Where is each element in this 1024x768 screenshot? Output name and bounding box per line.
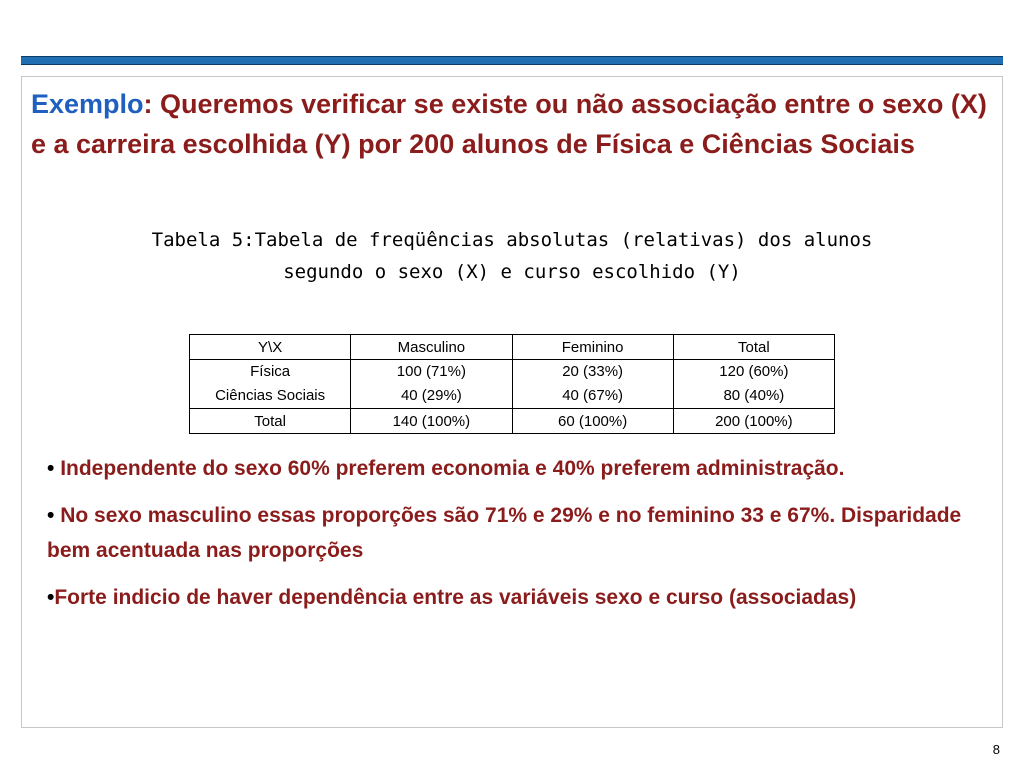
feminino-cell — [512, 360, 673, 409]
total-masculino: 140 (100%) — [351, 409, 512, 434]
total-feminino: 60 (100%) — [512, 409, 673, 434]
page-number: 8 — [992, 742, 1000, 757]
cell-value: 100 (71%) — [396, 363, 466, 380]
bullet-marker: • — [47, 504, 55, 527]
row-labels-cell — [190, 360, 351, 409]
table-caption-line-1: Tabela 5:Tabela de freqüências absolutas (relativas) dos alunos — [151, 229, 873, 251]
total-overall: 200 (100%) — [673, 409, 834, 434]
header-total: Total — [673, 335, 834, 360]
bullet-text: Forte indicio de haver dependência entre as variáveis sexo e curso (associadas) — [54, 586, 857, 609]
bullet-marker: • — [47, 457, 55, 480]
title-prefix: Exemplo — [31, 89, 144, 119]
header-masculino: Masculino — [351, 335, 512, 360]
bullet-text: Independente do sexo 60% preferem economia e 40% preferem administração. — [54, 457, 845, 480]
bullet-item — [47, 498, 967, 568]
header-yx: Y\X — [190, 335, 351, 360]
cell-value: 80 (40%) — [723, 387, 785, 404]
total-cell — [673, 360, 834, 409]
title-colon: : — [143, 89, 153, 119]
masculino-cell — [351, 360, 512, 409]
frequency-table — [189, 334, 835, 434]
cell-value: 120 (60%) — [719, 363, 789, 380]
table-caption — [45, 224, 979, 288]
cell-value: 20 (33%) — [562, 363, 624, 380]
header-feminino: Feminino — [512, 335, 673, 360]
bullet-marker: • — [47, 586, 55, 609]
bullet-item — [47, 580, 967, 615]
title-text: Queremos verificar se existe ou não associação entre o sexo (X) e a carreira escolhida (Y) por 200 alunos de Física e Ciências Sociais — [31, 89, 987, 159]
row-label-ciencias-sociais: Ciências Sociais — [215, 387, 326, 404]
table-total-row — [190, 409, 835, 434]
slide-title — [31, 84, 991, 164]
bullet-item — [47, 451, 967, 486]
header-bar — [21, 56, 1003, 65]
total-label: Total — [190, 409, 351, 434]
table-row — [190, 360, 835, 409]
table-header-row — [190, 335, 835, 360]
table-caption-line-2: segundo o sexo (X) e curso escolhido (Y) — [283, 261, 741, 283]
cell-value: 40 (67%) — [562, 387, 624, 404]
bullet-text: No sexo masculino essas proporções são 71% e 29% e no feminino 33 e 67%. Disparidade bem acentuada nas proporções — [47, 504, 962, 562]
bullet-list — [47, 451, 967, 627]
row-label-fisica: Física — [250, 363, 291, 380]
cell-value: 40 (29%) — [400, 387, 462, 404]
